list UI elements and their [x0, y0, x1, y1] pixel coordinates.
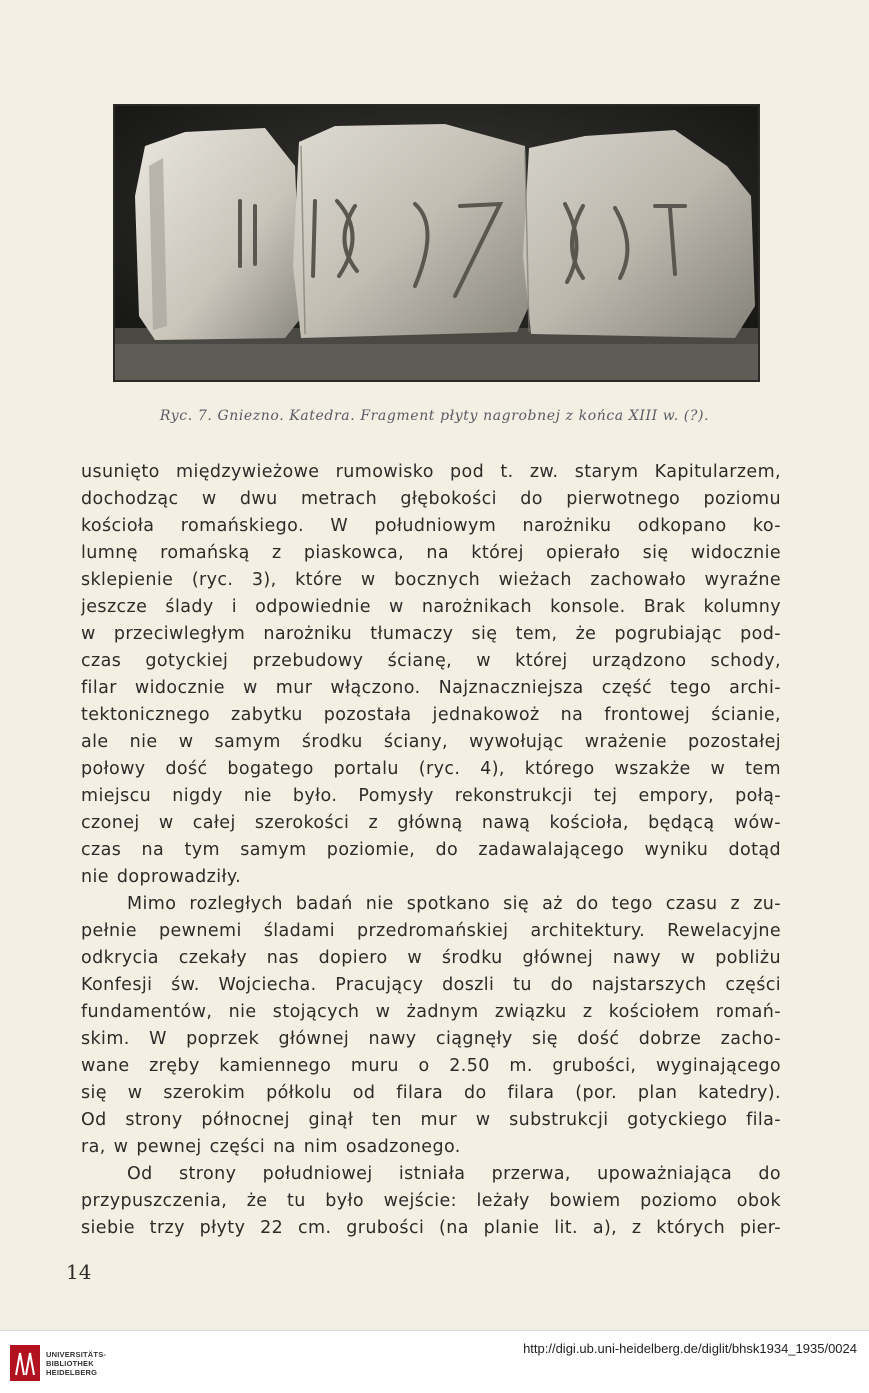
logo-line: BIBLIOTHEK [46, 1358, 94, 1368]
text-line: kościoła romańskiego. W południowym narożniku odkopano ko- [81, 516, 781, 536]
text-line: Konfesji św. Wojciecha. Pracujący doszli tu do najstarszych części [81, 975, 781, 995]
text-line: miejscu nigdy nie było. Pomysły rekonstrukcji tej empory, połą- [81, 786, 781, 806]
text-line: ra, w pewnej części na nim osadzonego. [81, 1137, 461, 1157]
text-line: dochodząc w dwu metrach głębokości do pierwotnego poziomu [81, 489, 781, 509]
text-line: pełnie pewnemi śladami przedromańskiej architektury. Rewelacyjne [81, 921, 781, 941]
text-line: się w szerokim półkolu od filara do filara (por. plan katedry). [81, 1083, 781, 1103]
page-number: 14 [66, 1260, 92, 1284]
text-line: odkrycia czekały nas dopiero w środku głównej nawy w pobliżu [81, 948, 781, 968]
text-line: nie doprowadziły. [81, 867, 242, 887]
library-logo-text [46, 1350, 106, 1377]
text-line: usunięto międzywieżowe rumowisko pod t. zw. starym Kapitularzem, [81, 462, 781, 482]
text-line: Mimo rozległych badań nie spotkano się aż do tego czasu z zu- [127, 894, 781, 914]
text-line: w przeciwległym narożniku tłumaczy się tem, że pogrubiając pod- [81, 624, 781, 644]
text-line: Od strony południowej istniała przerwa, upoważniająca do [127, 1164, 781, 1184]
text-line: połowy dość bogatego portalu (ryc. 4), którego wszakże w tem [81, 759, 781, 779]
permalink-url[interactable]: http://digi.ub.uni-heidelberg.de/diglit/bhsk1934_1935/0024 [523, 1341, 857, 1356]
logo-line: HEIDELBERG [46, 1367, 98, 1377]
text-line: czas na tym samym poziomie, do zadawalającego wyniku dotąd [81, 840, 781, 860]
footer-bar [0, 1330, 869, 1393]
text-line: sklepienie (ryc. 3), które w bocznych wieżach zachowało wyraźne [81, 570, 781, 590]
body-text [81, 459, 781, 1242]
text-line: czas gotyckiej przebudowy ścianę, w której urządzono schody, [81, 651, 781, 671]
text-line: wane zręby kamiennego muru o 2.50 m. grubości, wyginającego [81, 1056, 781, 1076]
text-line: fundamentów, nie stojących w żadnym związku z kościołem romań- [81, 1002, 781, 1022]
figure-caption: Ryc. 7. Gniezno. Katedra. Fragment płyty nagrobnej z końca XIII w. (?). [159, 408, 710, 424]
text-line: ale nie w samym środku ściany, wywołując wrażenie pozostałej [81, 732, 781, 752]
logo-line: UNIVERSITÄTS- [46, 1349, 107, 1359]
text-line: czonej w całej szerokości z główną nawą kościoła, będącą wów- [81, 813, 781, 833]
library-logo[interactable] [10, 1341, 120, 1385]
figure-photo [113, 104, 760, 382]
text-line: jeszcze ślady i odpowiednie w narożnikach konsole. Brak kolumny [81, 597, 781, 617]
text-line: filar widocznie w mur włączono. Najznaczniejsza część tego archi- [81, 678, 781, 698]
text-line: skim. W poprzek głównej nawy ciągnęły się dość dobrze zacho- [81, 1029, 781, 1049]
text-line: tektonicznego zabytku pozostała jednakowoż na frontowej ścianie, [81, 705, 781, 725]
text-line: siebie trzy płyty 22 cm. grubości (na planie lit. a), z których pier- [81, 1218, 781, 1238]
text-line: Od strony północnej ginął ten mur w substrukcji gotyckiego fila- [81, 1110, 781, 1130]
text-line: przypuszczenia, że tu było wejście: leżały bowiem poziomo obok [81, 1191, 781, 1211]
tombstone-fragment-photo [115, 106, 758, 380]
text-line: lumnę romańską z piaskowca, na której opierało się widocznie [81, 543, 781, 563]
library-logo-icon [10, 1345, 40, 1381]
